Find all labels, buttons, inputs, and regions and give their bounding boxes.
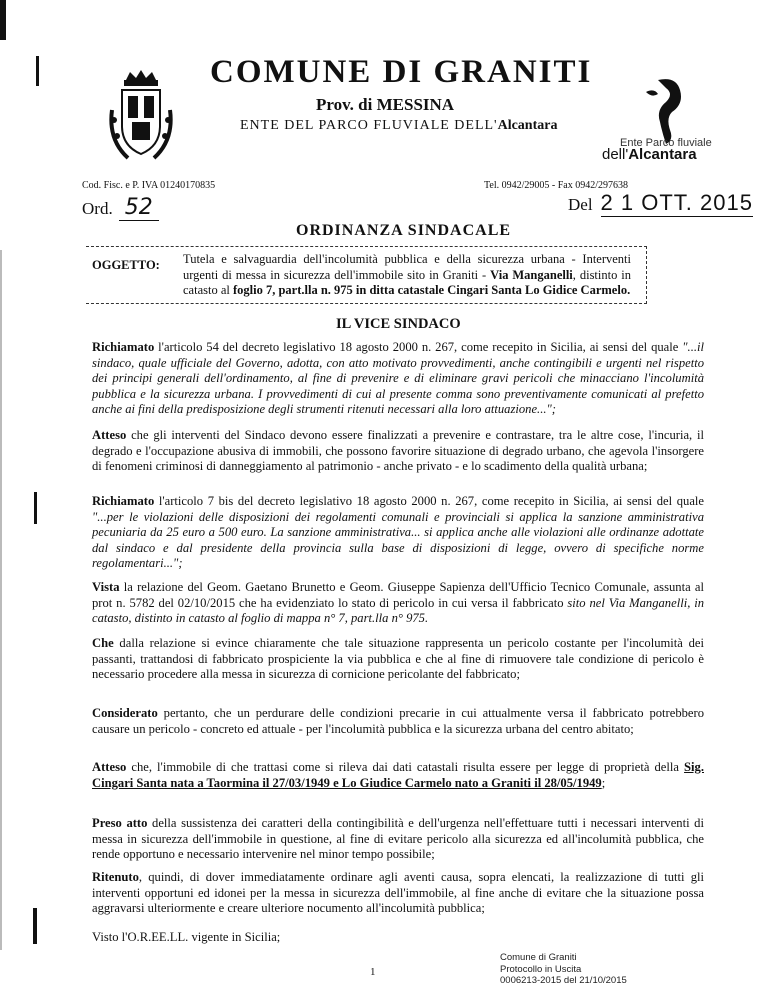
- para-lead: Richiamato: [92, 340, 155, 354]
- vice-sindaco-heading: IL VICE SINDACO: [336, 316, 461, 332]
- para-text: dalla relazione si evince chiaramente che tale situazione rappresenta un pericolo costante per l'incolumità dei passanti, trattandosi di fabbricato prospiciente la via pubblica e che al fine di rimuovere tale condizione di pericolo è necessario procedere alla messa in sicurezza di cornicione pericolante del fabbricato;: [92, 636, 704, 682]
- parco-logo-prefix: dell': [602, 146, 629, 163]
- oggetto-part2: , distinto in catasto al: [183, 267, 631, 297]
- stamp-line3: 0006213-2015 del 21/10/2015: [500, 975, 627, 986]
- para-lead: Considerato: [92, 706, 158, 720]
- parco-alcantara-logo: [636, 76, 696, 146]
- para-lead: Atteso: [92, 428, 127, 442]
- del-label: Del: [568, 195, 593, 214]
- comune-crest-logo: [108, 70, 174, 162]
- para-quote: "...il sindaco, quale ufficiale del Governo, adotta, con atto motivato provvedimenti, anche contingibili e urgenti nel rispetto dei principi generali dell'ordinamento, al fine di prevenire e di eliminare gravi pericoli che minacciano l'incolumità pubblica e la sicurezza urbana. I provvedimenti di cui al presente comma sono preventivamente comunicati al prefetto anche ai fini della predisposizione degli strumenti ritenuti necessari alla loro attuazione...";: [92, 340, 704, 417]
- protocol-stamp: [500, 952, 627, 987]
- stamp-line1: Comune di Graniti: [500, 952, 577, 963]
- scan-mark-top-left: [0, 0, 6, 40]
- para-end: ;: [601, 775, 606, 790]
- scan-mark-left-3: [33, 908, 37, 944]
- paragraph-preso-atto: [92, 816, 704, 863]
- scan-mark-left-2: [34, 492, 37, 524]
- oggetto-part1: Tutela e salvaguardia dell'incolumità pubblica e della sicurezza urbana - Interventi urgenti di messa in sicurezza dell'immobile sito in Graniti -: [183, 252, 631, 282]
- para-lead: Vista: [92, 580, 120, 594]
- paragraph-ritenuto: [92, 870, 704, 917]
- scan-mark-left-1: [36, 56, 39, 86]
- parco-logo-name: Alcantara: [628, 146, 697, 163]
- ente-parco-label: [240, 118, 557, 134]
- oggetto-label: OGGETTO:: [92, 258, 160, 272]
- oggetto-bold1: Via Manganelli: [490, 267, 573, 282]
- parco-logo-line1: Ente Parco fluviale: [620, 137, 712, 149]
- para-text: la relazione del Geom. Gaetano Brunetto e Geom. Giuseppe Sapienza dell'Ufficio Tecnico Comunale, assunta al prot n. 5782 del 02/10/2015 che ha evidenziato lo stato di pericolo in cui versa il fabbricato: [92, 580, 704, 610]
- para-text: pertanto, che un perdurare delle condizioni precarie in cui attualmente versa il fabbricato potrebbero causare un pericolo - concreto ed attuale - per l'incolumità pubblica e la sicurezza urbana del centro abitato;: [92, 706, 704, 736]
- ordinance-title: ORDINANZA SINDACALE: [296, 222, 512, 239]
- paragraph-richiamato-7bis: [92, 494, 704, 572]
- scan-mark-left-edge: [0, 250, 2, 950]
- oggetto-text: [183, 252, 631, 299]
- para-owners: Sig. Cingari Santa nata a Taormina il 27/03/1949 e Lo Giudice Carmelo nato a Graniti il 28/05/1949: [92, 760, 704, 790]
- para-lead: Preso atto: [92, 816, 148, 830]
- ordinance-number-row: [82, 195, 159, 221]
- ente-name: Alcantara: [497, 118, 558, 133]
- paragraph-vista: [92, 580, 704, 627]
- paragraph-considerato: [92, 706, 704, 737]
- para-text: che, l'immobile di che trattasi come si rileva dai dati catastali risulta essere per legge di proprietà della: [126, 760, 685, 774]
- para-text: l'articolo 7 bis del decreto legislativo 18 agosto 2000 n. 267, come recepito in Sicilia, ai sensi del quale: [154, 494, 704, 508]
- page-number: 1: [370, 966, 376, 978]
- oggetto-bold2: foglio 7, part.lla n. 975 in ditta catastale Cingari Santa Lo Gidice Carmelo.: [232, 283, 631, 297]
- codice-fiscale: Cod. Fisc. e P. IVA 01240170835: [82, 180, 216, 191]
- provincia-label: Prov. di MESSINA: [316, 95, 455, 114]
- ente-prefix: ENTE DEL PARCO FLUVIALE DELL': [240, 118, 498, 133]
- ord-label: Ord.: [82, 199, 113, 218]
- comune-title: COMUNE DI GRANITI: [210, 54, 593, 90]
- para-lead: Che: [92, 636, 114, 650]
- para-text: che gli interventi del Sindaco devono essere finalizzati a prevenire e contrastare, tra le altre cose, l'incuria, il degrado e l'occupazione abusiva di immobili, che possono favorire situazione di degrado urbano, che agevola l'insorgere di fenomeni criminosi di danneggiamento al patrimonio - anche privato - e lo scadimento della qualità urbana;: [92, 428, 704, 474]
- para-lead: Richiamato: [92, 494, 155, 508]
- para-text: l'articolo 54 del decreto legislativo 18 agosto 2000 n. 267, come recepito in Sicilia, ai sensi del quale: [154, 340, 683, 354]
- parco-logo-line2: [602, 146, 697, 163]
- para-lead: Atteso: [92, 760, 127, 774]
- paragraph-che: [92, 636, 704, 683]
- telefono-fax: Tel. 0942/29005 - Fax 0942/297638: [484, 180, 629, 191]
- paragraph-visto: Visto l'O.R.EE.LL. vigente in Sicilia;: [92, 930, 281, 944]
- ordinance-date-row: [568, 190, 753, 217]
- para-text: della sussistenza dei caratteri della contingibilità e dell'urgenza nell'effettuare tutti i necessari interventi di messa in sicurezza dell'immobile in questione, al fine di evitare pericolo alla sicurezza ed all'incolumità pubblica, che rende opportuno e necessario intervenire nel minor tempo possibile;: [92, 816, 704, 862]
- ord-number: 52: [119, 195, 159, 221]
- para-quote: "...per le violazioni delle disposizioni dei regolamenti comunali e provinciali si applica la sanzione amministrativa pecuniaria da 25 euro a 500 euro. La sanzione amministrativa... si applica anche alle violazioni alle ordinanze adottate dal sindaco e dal presidente della provincia sulla base di disposizioni di legge, ovvero di specifiche norme regolamentari...";: [92, 509, 704, 571]
- stamp-line2: Protocollo in Uscita: [500, 963, 582, 975]
- para-text: , quindi, di dover immediatamente ordinare agli aventi causa, sopra elencati, la realizzazione di tutti gli interventi opportuni ed idonei per la messa in sicurezza dell'immobile, al fine anche di evitare che la situazione possa aggravarsi ulteriormente e creare ulteriore nocumento all'incolumità pubblica;: [92, 870, 704, 916]
- para-quote: sito nel Via Manganelli, in catasto, distinto in catasto al foglio di mappa n° 7, part.lla n° 975.: [92, 595, 705, 626]
- para-lead: Ritenuto: [92, 870, 139, 884]
- paragraph-richiamato-54: [92, 340, 704, 418]
- paragraph-atteso-1: [92, 428, 704, 475]
- ordinance-date: 2 1 OTT. 2015: [600, 190, 753, 215]
- paragraph-atteso-2: [92, 760, 704, 791]
